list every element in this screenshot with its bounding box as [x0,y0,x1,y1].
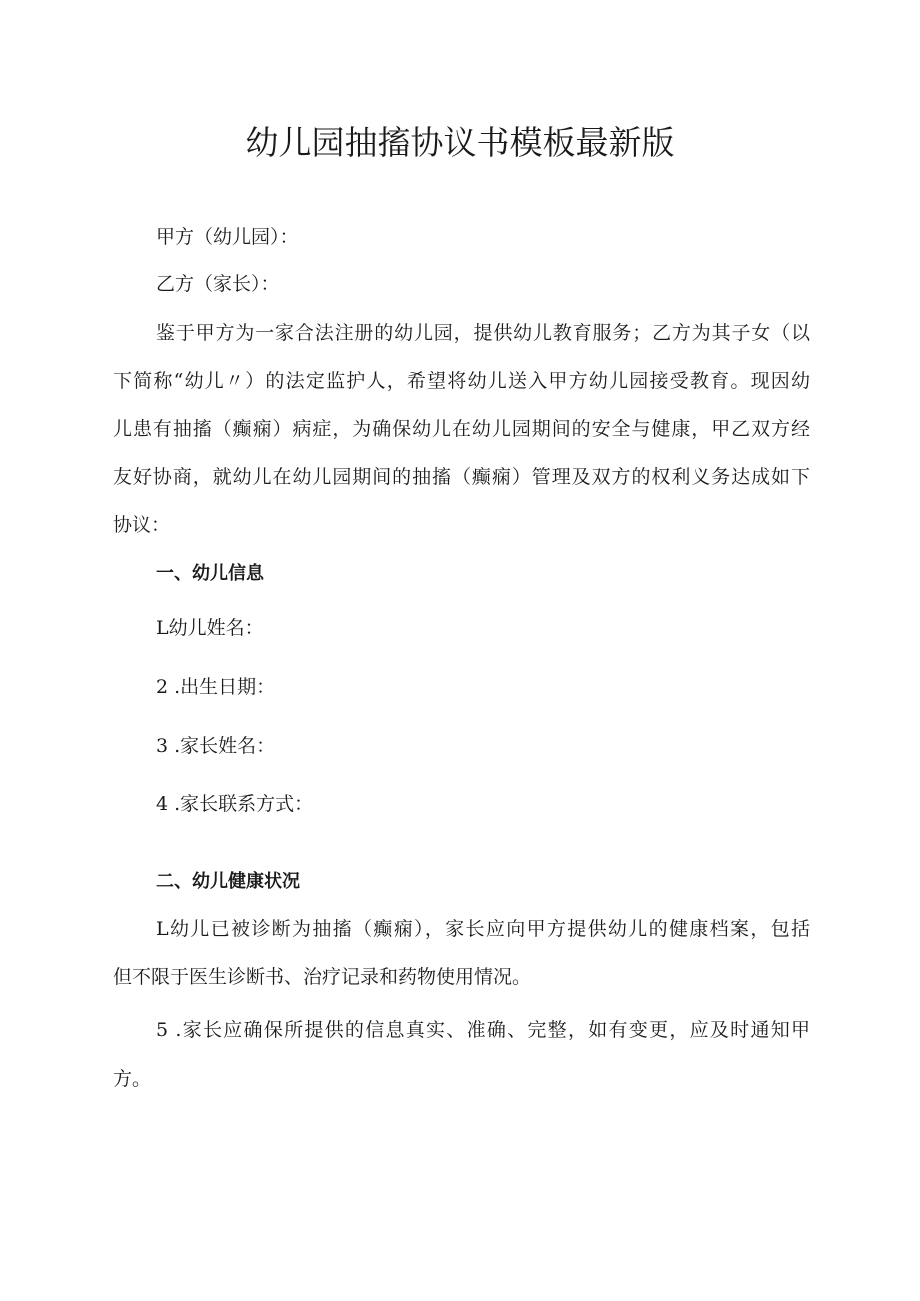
info-item-birth-date: 2 .出生日期： [156,676,276,698]
preamble-line-5: 协议： [113,514,171,536]
health-para-1-line-1: L幼儿已被诊断为抽搐（癫痫），家长应向甲方提供幼儿的健康档案，包括 [156,918,810,940]
preamble-line-3: 儿患有抽搐（癫痫）病症，为确保幼儿在幼儿园期间的安全与健康，甲乙双方经 [113,418,810,440]
health-para-1-line-2: 但不限于医生诊断书、治疗记录和药物使用情况。 [113,966,532,988]
health-para-2-line-1: 5 .家长应确保所提供的信息真实、准确、完整，如有变更，应及时通知甲 [156,1019,810,1041]
section-2-heading: 二、幼儿健康状况 [156,871,300,892]
health-para-2-line-2: 方。 [113,1068,152,1090]
info-item-parent-contact: 4 .家长联系方式： [156,793,314,815]
info-item-parent-name: 3 .家长姓名： [156,735,276,757]
preamble-line-1: 鉴于甲方为一家合法注册的幼儿园，提供幼儿教育服务；乙方为其子女（以 [156,322,810,344]
section-1-heading: 一、幼儿信息 [156,563,264,584]
document-title: 幼儿园抽搐协议书模板最新版 [245,123,675,162]
party-a-line: 甲方（幼儿园）： [156,226,299,248]
party-b-line: 乙方（家长）： [156,273,280,295]
preamble-line-2: 下简称“幼儿〃）的法定监护人，希望将幼儿送入甲方幼儿园接受教育。现因幼 [113,370,810,392]
info-item-child-name: L幼儿姓名： [156,617,264,639]
preamble-line-4: 友好协商，就幼儿在幼儿园期间的抽搐（癫痫）管理及双方的权利义务达成如下 [113,466,810,488]
